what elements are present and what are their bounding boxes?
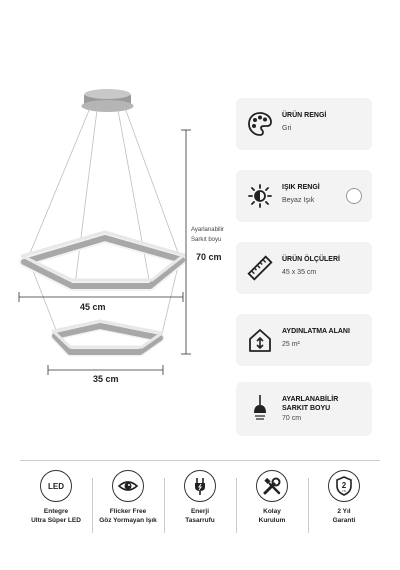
feature-line1: Entegre bbox=[43, 508, 69, 515]
light-color-swatch bbox=[346, 188, 362, 204]
ruler-icon bbox=[244, 250, 276, 286]
feature-line2: Tasarrufu bbox=[185, 517, 215, 524]
feature-line1: Kolay bbox=[263, 508, 281, 515]
adjustable-label-line1: Ayarlanabilir bbox=[191, 227, 224, 233]
feature-flicker-free bbox=[92, 470, 164, 540]
spec-title: ÜRÜN ÖLÇÜLERİ bbox=[282, 256, 340, 263]
adjustable-label-line2: Sarkıt boyu bbox=[191, 237, 222, 243]
spec-card-hanging-length bbox=[236, 382, 372, 436]
spec-value: 70 cm bbox=[282, 415, 302, 422]
feature-line2: Kurulum bbox=[258, 517, 286, 524]
warranty-badge-number: 2 bbox=[341, 481, 347, 490]
feature-line1: Enerji bbox=[190, 508, 210, 515]
eye-icon bbox=[112, 470, 144, 502]
palette-icon bbox=[244, 106, 276, 142]
sun-icon bbox=[244, 178, 276, 214]
spec-value: Gri bbox=[282, 125, 292, 132]
svg-text:LED: LED bbox=[48, 482, 64, 491]
spec-value: 45 x 35 cm bbox=[282, 269, 317, 276]
section-divider bbox=[20, 460, 380, 461]
warranty-shield-icon bbox=[328, 470, 360, 502]
feature-line1: 2 Yıl bbox=[337, 508, 351, 515]
feature-line2: Garanti bbox=[332, 517, 356, 524]
warranty-badge-unit: YIL bbox=[341, 489, 347, 493]
spec-card-color bbox=[236, 98, 372, 150]
feature-line2: Göz Yormayan Işık bbox=[99, 517, 157, 524]
feature-easy-install bbox=[236, 470, 308, 540]
height-label: 70 cm bbox=[196, 252, 222, 262]
spec-card-area bbox=[236, 314, 372, 366]
spec-title: ÜRÜN RENGİ bbox=[282, 112, 327, 119]
feature-warranty bbox=[308, 470, 380, 540]
dimension-line-45 bbox=[19, 292, 183, 302]
spec-title bbox=[282, 395, 338, 413]
product-illustration bbox=[0, 0, 230, 440]
features-row bbox=[20, 470, 380, 540]
width-label-small: 35 cm bbox=[93, 374, 119, 384]
feature-led bbox=[20, 470, 92, 540]
led-icon bbox=[40, 470, 72, 502]
adjustable-height-label bbox=[191, 225, 224, 245]
tools-icon bbox=[256, 470, 288, 502]
feature-energy bbox=[164, 470, 236, 540]
feature-line1: Flicker Free bbox=[109, 508, 147, 515]
spec-value: 25 m² bbox=[282, 341, 300, 348]
spec-title-line2: SARKIT BOYU bbox=[282, 405, 331, 412]
spec-title-line1: AYARLANABİLİR bbox=[282, 396, 339, 403]
width-label-large: 45 cm bbox=[80, 302, 106, 312]
spec-card-dimensions bbox=[236, 242, 372, 294]
house-area-icon bbox=[244, 322, 276, 358]
energy-plug-icon bbox=[184, 470, 216, 502]
spec-title: AYDINLATMA ALANI bbox=[282, 328, 350, 335]
dimension-line-height bbox=[181, 130, 191, 354]
pendant-icon bbox=[244, 390, 276, 426]
spec-value: Beyaz Işık bbox=[282, 197, 315, 204]
spec-title: IŞIK RENGİ bbox=[282, 184, 320, 191]
spec-card-light-color bbox=[236, 170, 372, 222]
feature-line2: Ultra Süper LED bbox=[31, 517, 81, 524]
